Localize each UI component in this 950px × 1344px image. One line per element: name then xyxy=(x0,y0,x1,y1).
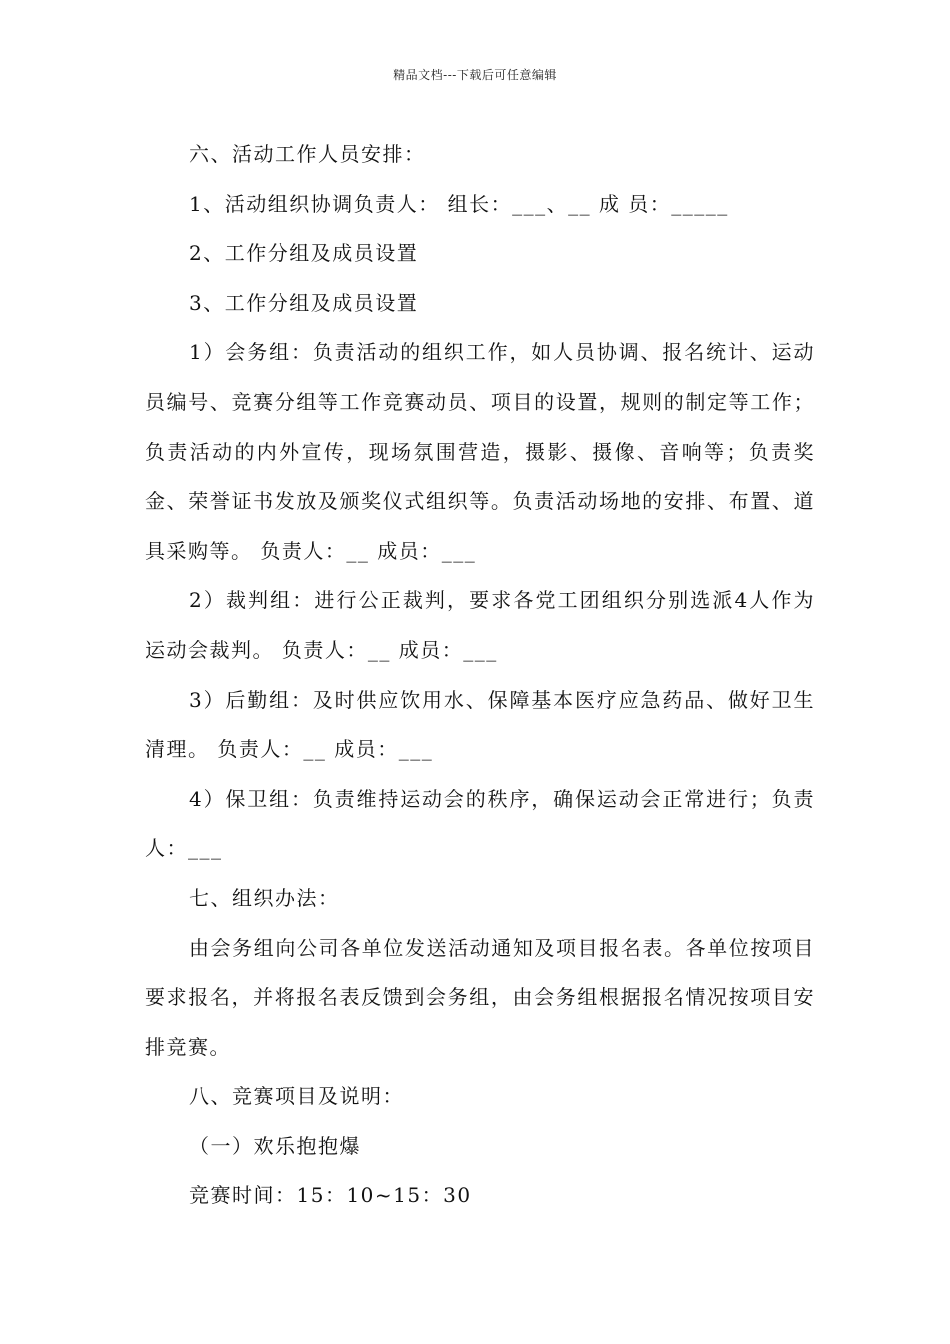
event-title: （一）欢乐抱抱爆 xyxy=(189,1133,361,1158)
paragraph-conference-group: 1）会务组：负责活动的组织工作，如人员协调、报名统计、运动员编号、竞赛分组等工作竞赛动员、项目的设置，规则的制定等工作；负责活动的内外宣传，现场氛围营造，摄影、摄像、音响等；负责奖金、荣誉证书发放及颁奖仪式组织等。负责活动场地的安排、布置、道具采购等。 负责人：__ 成员：___ xyxy=(145,340,815,563)
section-heading-organization: 七、组织办法： xyxy=(189,885,340,910)
section-heading-events: 八、竞赛项目及说明： xyxy=(189,1084,404,1109)
page-header: 精品文档---下载后可任意编辑 xyxy=(393,68,557,82)
paragraph-security-group: 4）保卫组：负责维持运动会的秩序，确保运动会正常进行；负责人：___ xyxy=(145,786,815,861)
document-body xyxy=(145,130,815,1221)
paragraph-logistics-group: 3）后勤组：及时供应饮用水、保障基本医疗应急药品、做好卫生清理。 负责人：__ 成员：___ xyxy=(145,687,815,762)
paragraph-group-setup: 2、工作分组及成员设置 xyxy=(189,241,419,266)
paragraph-referee-group: 2）裁判组：进行公正裁判，要求各党工团组织分别选派4人作为运动会裁判。 负责人：__ 成员：___ xyxy=(145,588,815,662)
section-heading-staff: 六、活动工作人员安排： xyxy=(189,142,426,166)
event-time: 竞赛时间：15：10~15：30 xyxy=(189,1183,472,1208)
paragraph-group-setup-2: 3、工作分组及成员设置 xyxy=(189,290,419,315)
paragraph-organization-method: 由会务组向公司各单位发送活动通知及项目报名表。各单位按项目要求报名，并将报名表反馈到会务组，由会务组根据报名情况按项目安排竞赛。 xyxy=(145,935,815,1059)
paragraph-coordinator: 1、活动组织协调负责人： 组长：___、__ 成 员：_____ xyxy=(189,191,729,216)
